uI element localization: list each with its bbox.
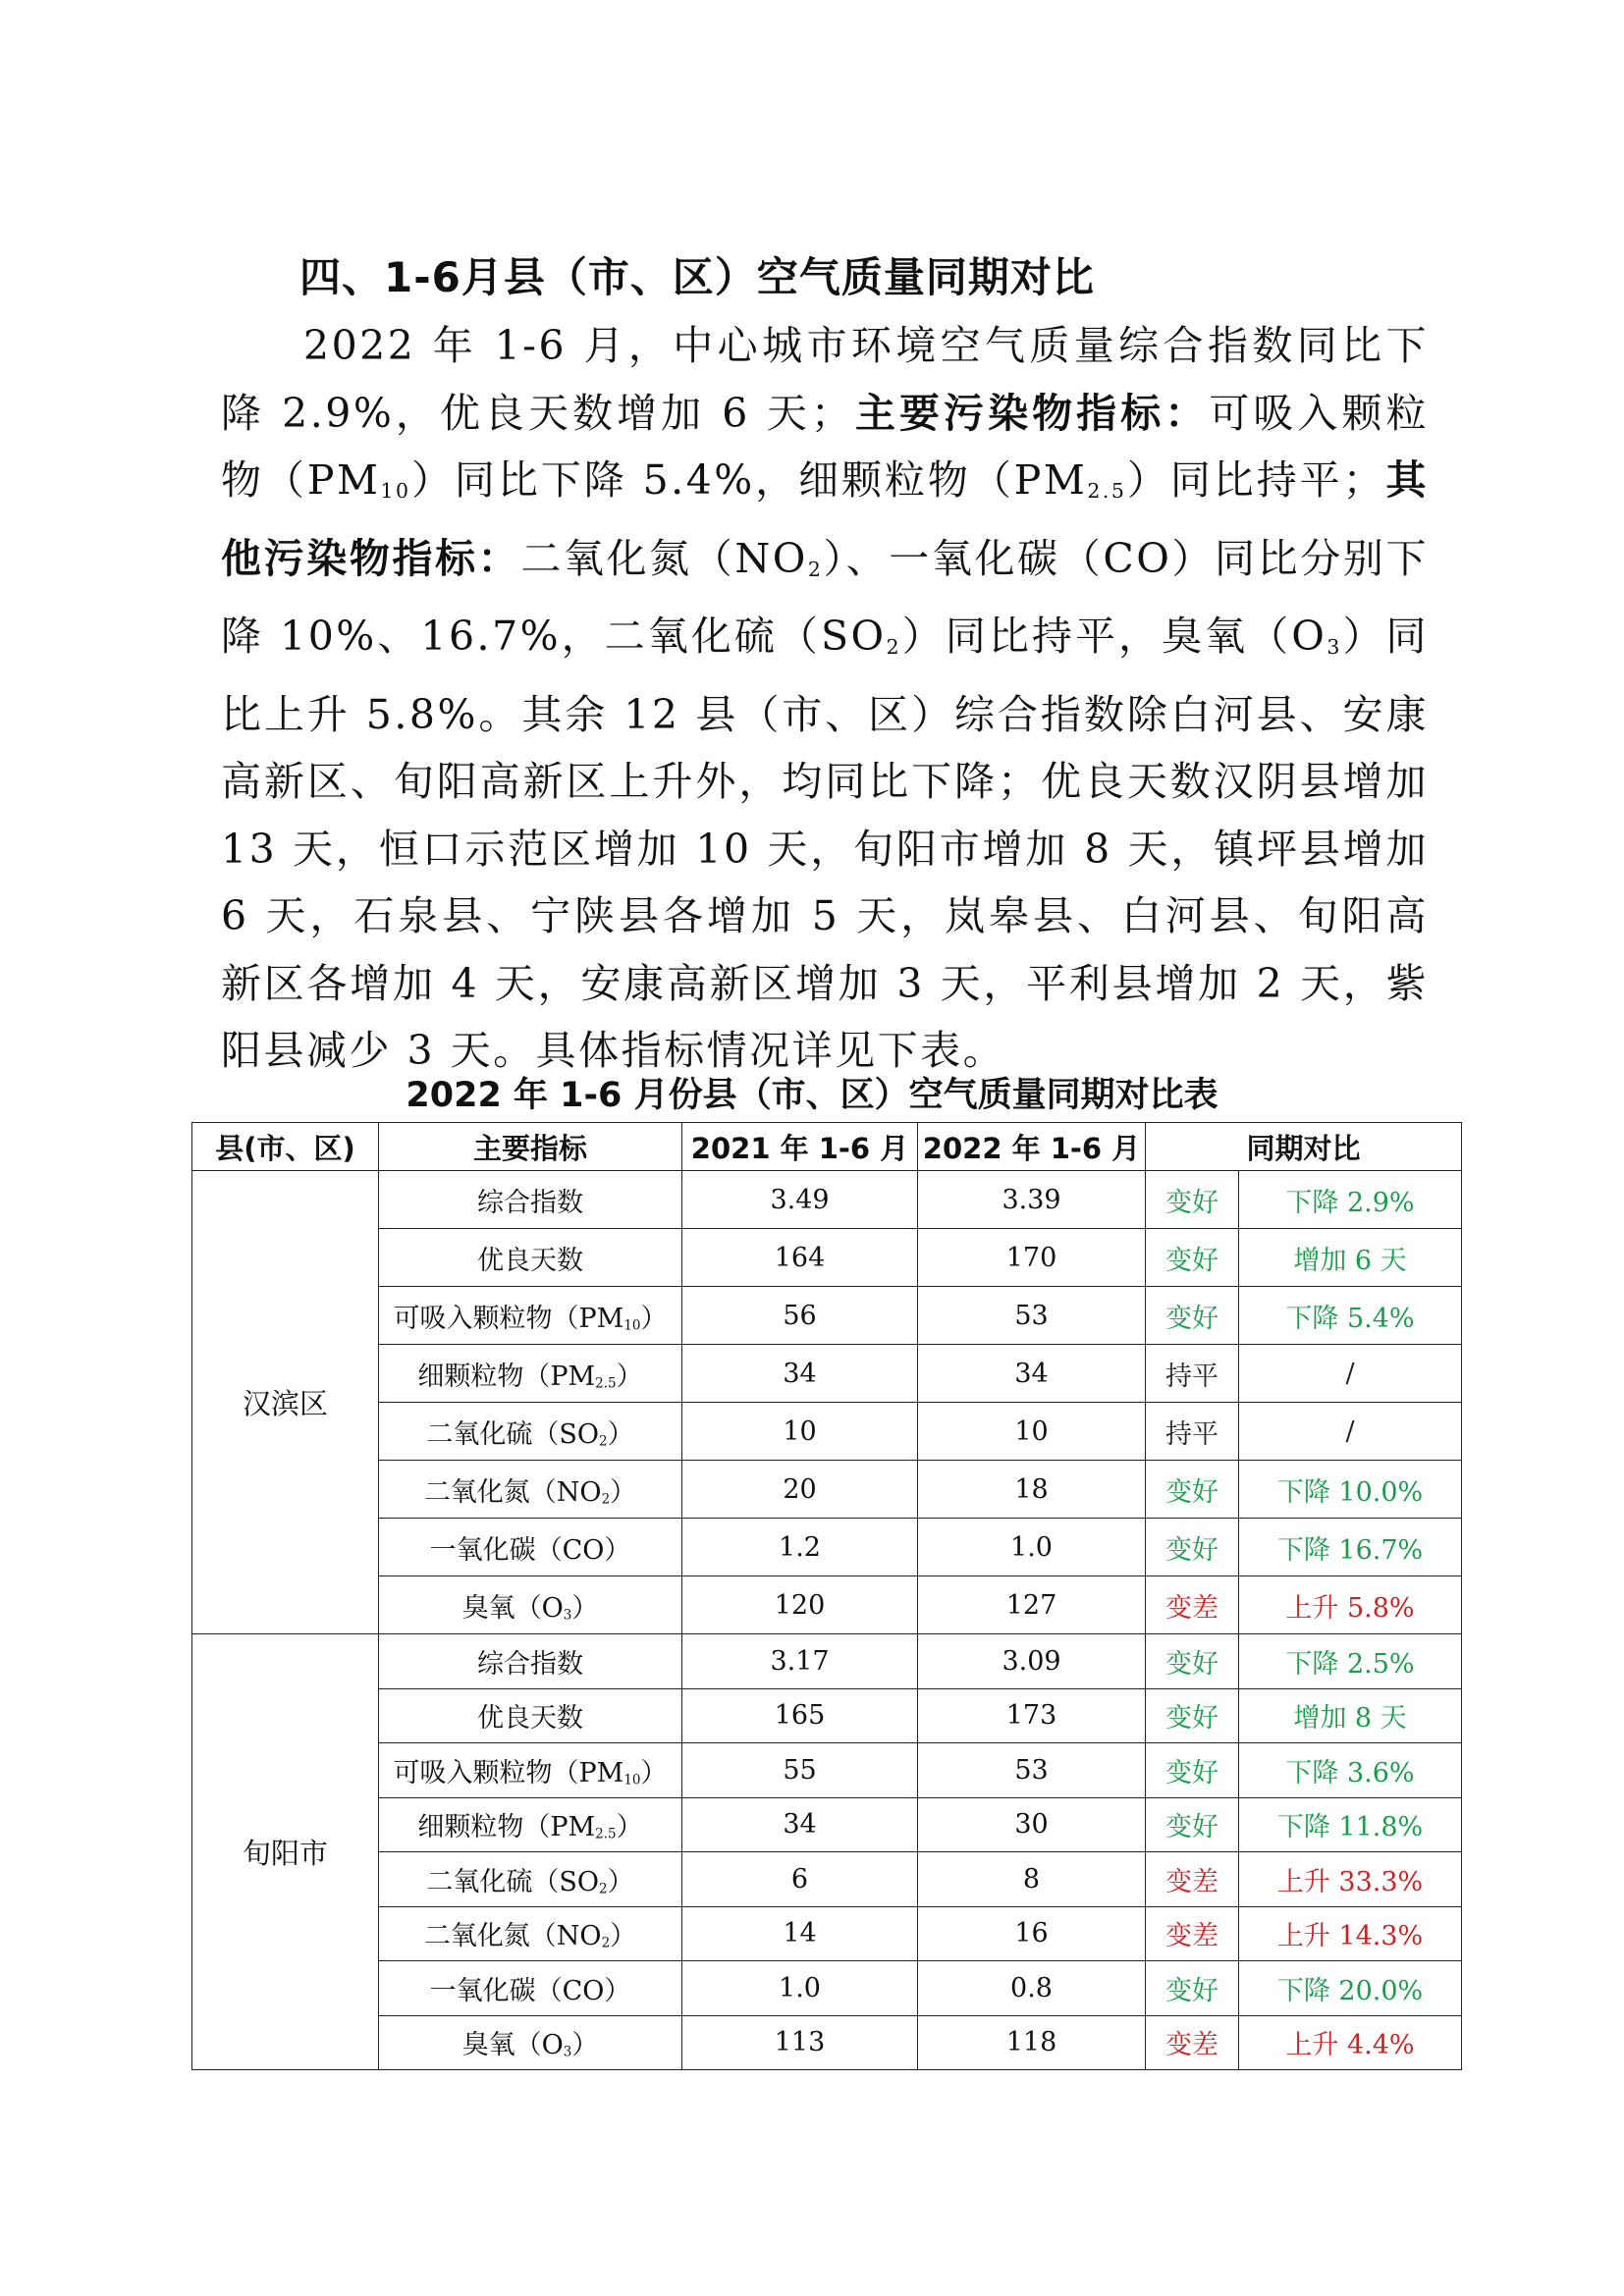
value-2022-cell: 8	[918, 1852, 1146, 1907]
indicator-name: 综合指数	[477, 1648, 583, 1680]
table-row	[192, 1743, 1462, 1798]
county-cell: 汉滨区	[192, 1171, 379, 1634]
indicator-name: 细颗粒物（PM	[417, 1812, 596, 1843]
indicator-subscript: 2.5	[595, 1826, 617, 1842]
indicator-cell	[379, 2015, 682, 2070]
indicator-name: 二氧化氮（NO	[423, 1921, 602, 1952]
para-bold-label: 主要污染物指标：	[853, 389, 1210, 437]
indicator-subscript: 10	[623, 1317, 641, 1334]
value-2021-cell: 3.17	[682, 1634, 918, 1689]
indicator-cell	[379, 1797, 682, 1852]
table-row	[192, 1797, 1462, 1852]
indicator-subscript: 2	[599, 1881, 608, 1897]
value-2022-cell: 30	[918, 1797, 1146, 1852]
indicator-name: 一氧化碳（CO）	[429, 1534, 631, 1566]
value-2021-cell: 1.0	[682, 1961, 918, 2016]
indicator-name-tail: ）	[640, 1303, 668, 1334]
indicator-cell	[379, 1461, 682, 1519]
value-2022-cell: 127	[918, 1576, 1146, 1634]
summary-paragraph	[221, 312, 1429, 1085]
indicator-name-tail: ）	[607, 1418, 634, 1450]
indicator-name-tail: ）	[610, 1476, 637, 1508]
indicator-name: 优良天数	[477, 1703, 583, 1735]
change-cell: 下降 2.9%	[1239, 1171, 1462, 1229]
para-text: 2022 年 1-6 月，中心城市环境空气质量综合指数同比下降 2.9%，优良天数增加 6 天；	[221, 322, 1429, 437]
trend-cell: 变好	[1146, 1797, 1239, 1852]
header-2021: 2021 年 1-6 月	[682, 1123, 918, 1171]
value-2021-cell: 14	[682, 1906, 918, 1961]
indicator-name-tail: ）	[640, 1757, 668, 1789]
trend-cell: 变好	[1146, 1461, 1239, 1519]
trend-cell: 变好	[1146, 1229, 1239, 1287]
para-subscript: 2	[807, 557, 824, 581]
air-quality-table	[191, 1122, 1462, 2070]
change-cell: /	[1239, 1403, 1462, 1461]
value-2022-cell: 34	[918, 1345, 1146, 1403]
value-2021-cell: 10	[682, 1403, 918, 1461]
value-2022-cell: 118	[918, 2015, 1146, 2070]
indicator-cell	[379, 1229, 682, 1287]
trend-cell: 变好	[1146, 1171, 1239, 1229]
value-2022-cell: 16	[918, 1906, 1146, 1961]
para-subscript: 10	[380, 479, 411, 504]
change-cell: 下降 5.4%	[1239, 1287, 1462, 1345]
para-bold-label: 其他污染物指标：	[221, 456, 1430, 582]
change-cell: 上升 5.8%	[1239, 1576, 1462, 1634]
change-cell: /	[1239, 1345, 1462, 1403]
change-cell: 下降 16.7%	[1239, 1519, 1462, 1576]
indicator-cell	[379, 1852, 682, 1907]
change-cell: 下降 3.6%	[1239, 1743, 1462, 1798]
table-row	[192, 1171, 1462, 1229]
trend-cell: 变好	[1146, 1287, 1239, 1345]
indicator-cell	[379, 1345, 682, 1403]
trend-cell: 变好	[1146, 1634, 1239, 1689]
value-2021-cell: 55	[682, 1743, 918, 1798]
indicator-subscript: 3	[563, 1607, 572, 1624]
change-cell: 下降 2.5%	[1239, 1634, 1462, 1689]
value-2021-cell: 56	[682, 1287, 918, 1345]
change-cell: 上升 4.4%	[1239, 2015, 1462, 2070]
trend-cell: 变差	[1146, 1576, 1239, 1634]
table-body	[192, 1171, 1462, 2070]
indicator-name: 二氧化氮（NO	[423, 1476, 602, 1508]
trend-cell: 变差	[1146, 2015, 1239, 2070]
indicator-subscript: 2	[601, 1935, 611, 1951]
table-row	[192, 1576, 1462, 1634]
value-2021-cell: 34	[682, 1345, 918, 1403]
indicator-cell	[379, 1634, 682, 1689]
table-row	[192, 1906, 1462, 1961]
header-county: 县(市、区)	[192, 1123, 379, 1171]
indicator-name: 细颗粒物（PM	[417, 1361, 596, 1392]
value-2022-cell: 1.0	[918, 1519, 1146, 1576]
trend-cell: 持平	[1146, 1403, 1239, 1461]
value-2022-cell: 53	[918, 1287, 1146, 1345]
table-title: 2022 年 1-6 月份县（市、区）空气质量同期对比表	[406, 1076, 1218, 1115]
para-text: 二氧化氮（NO	[520, 534, 808, 582]
indicator-cell	[379, 1576, 682, 1634]
value-2022-cell: 10	[918, 1403, 1146, 1461]
change-cell: 下降 11.8%	[1239, 1797, 1462, 1852]
indicator-subscript: 10	[623, 1772, 641, 1789]
table-row	[192, 1961, 1462, 2016]
indicator-cell	[379, 1688, 682, 1743]
indicator-cell	[379, 1287, 682, 1345]
para-text: 可吸入颗粒物（PM	[221, 389, 1430, 504]
indicator-name: 一氧化碳（CO）	[429, 1975, 631, 2006]
table-row	[192, 1287, 1462, 1345]
indicator-name: 可吸入颗粒物（PM	[393, 1303, 624, 1334]
table-header-row	[192, 1123, 1462, 1171]
table-row	[192, 1688, 1462, 1743]
indicator-name: 优良天数	[477, 1245, 583, 1276]
change-cell: 上升 14.3%	[1239, 1906, 1462, 1961]
table-row	[192, 1403, 1462, 1461]
indicator-subscript: 2.5	[595, 1375, 617, 1392]
value-2021-cell: 3.49	[682, 1171, 918, 1229]
value-2022-cell: 0.8	[918, 1961, 1146, 2016]
indicator-cell	[379, 1403, 682, 1461]
section-heading: 四、1-6月县（市、区）空气质量同期对比	[299, 253, 1095, 301]
para-text: ）同比上升 5.8%。其余 12 县（市、区）综合指数除白河县、安康高新区、旬阳高新区上升外，均同比下降；优良天数汉阴县增加 13 天，恒口示范区增加 10 天，旬阳市增加 8 天，镇坪县增加 6 天，石泉县、宁陕县各增加 5 天，岚皋县、白河县、旬阳高新区各增加 4 天，安康高新区增加 3 天，平利县增加 2 天，紫阳县减少 3 天。具体指标情况详见下表。	[221, 613, 1429, 1075]
indicator-subscript: 3	[563, 2044, 572, 2060]
table-row	[192, 1345, 1462, 1403]
value-2022-cell: 173	[918, 1688, 1146, 1743]
para-text: ）同比持平；	[1126, 456, 1386, 504]
indicator-cell	[379, 1519, 682, 1576]
para-subscript: 2	[886, 635, 902, 660]
value-2022-cell: 53	[918, 1743, 1146, 1798]
indicator-name: 综合指数	[477, 1187, 583, 1218]
change-cell: 下降 20.0%	[1239, 1961, 1462, 2016]
indicator-cell	[379, 1743, 682, 1798]
value-2022-cell: 170	[918, 1229, 1146, 1287]
value-2022-cell: 3.39	[918, 1171, 1146, 1229]
trend-cell: 变好	[1146, 1688, 1239, 1743]
indicator-name-tail: ）	[571, 1592, 599, 1624]
indicator-name: 二氧化硫（SO	[426, 1418, 600, 1450]
change-cell: 上升 33.3%	[1239, 1852, 1462, 1907]
county-cell: 旬阳市	[192, 1634, 379, 2070]
indicator-subscript: 2	[599, 1433, 608, 1450]
header-indicator: 主要指标	[379, 1123, 682, 1171]
value-2021-cell: 165	[682, 1688, 918, 1743]
indicator-name: 二氧化硫（SO	[426, 1866, 600, 1897]
para-text: ）、一氧化碳（CO）同比分别下降 10%、16.7%，二氧化硫（SO	[221, 534, 1430, 661]
trend-cell: 持平	[1146, 1345, 1239, 1403]
trend-cell: 变好	[1146, 1519, 1239, 1576]
header-comparison: 同期对比	[1146, 1123, 1462, 1171]
para-text: ）同比下降 5.4%，细颗粒物（PM	[410, 456, 1088, 504]
value-2022-cell: 3.09	[918, 1634, 1146, 1689]
table-row	[192, 1852, 1462, 1907]
trend-cell: 变好	[1146, 1961, 1239, 2016]
table-row	[192, 2015, 1462, 2070]
indicator-name-tail: ）	[610, 1921, 637, 1952]
para-subscript: 3	[1326, 635, 1342, 660]
header-2022: 2022 年 1-6 月	[918, 1123, 1146, 1171]
trend-cell: 变差	[1146, 1852, 1239, 1907]
trend-cell: 变差	[1146, 1906, 1239, 1961]
indicator-name-tail: ）	[616, 1361, 643, 1392]
value-2021-cell: 164	[682, 1229, 918, 1287]
table-row	[192, 1229, 1462, 1287]
indicator-cell	[379, 1906, 682, 1961]
indicator-cell	[379, 1961, 682, 2016]
value-2021-cell: 20	[682, 1461, 918, 1519]
value-2022-cell: 18	[918, 1461, 1146, 1519]
value-2021-cell: 113	[682, 2015, 918, 2070]
change-cell: 下降 10.0%	[1239, 1461, 1462, 1519]
para-text: ）同比持平，臭氧（O	[901, 613, 1327, 661]
para-subscript: 2.5	[1087, 479, 1127, 504]
table-row	[192, 1634, 1462, 1689]
indicator-name-tail: ）	[571, 2030, 599, 2061]
change-cell: 增加 8 天	[1239, 1688, 1462, 1743]
table-row	[192, 1519, 1462, 1576]
indicator-name: 可吸入颗粒物（PM	[393, 1757, 624, 1789]
value-2021-cell: 1.2	[682, 1519, 918, 1576]
change-cell: 增加 6 天	[1239, 1229, 1462, 1287]
indicator-name: 臭氧（O	[461, 1592, 564, 1624]
indicator-name-tail: ）	[616, 1812, 643, 1843]
value-2021-cell: 6	[682, 1852, 918, 1907]
indicator-name-tail: ）	[607, 1866, 634, 1897]
value-2021-cell: 34	[682, 1797, 918, 1852]
trend-cell: 变好	[1146, 1743, 1239, 1798]
indicator-subscript: 2	[601, 1491, 611, 1508]
value-2021-cell: 120	[682, 1576, 918, 1634]
table-row	[192, 1461, 1462, 1519]
indicator-name: 臭氧（O	[461, 2030, 564, 2061]
indicator-cell	[379, 1171, 682, 1229]
